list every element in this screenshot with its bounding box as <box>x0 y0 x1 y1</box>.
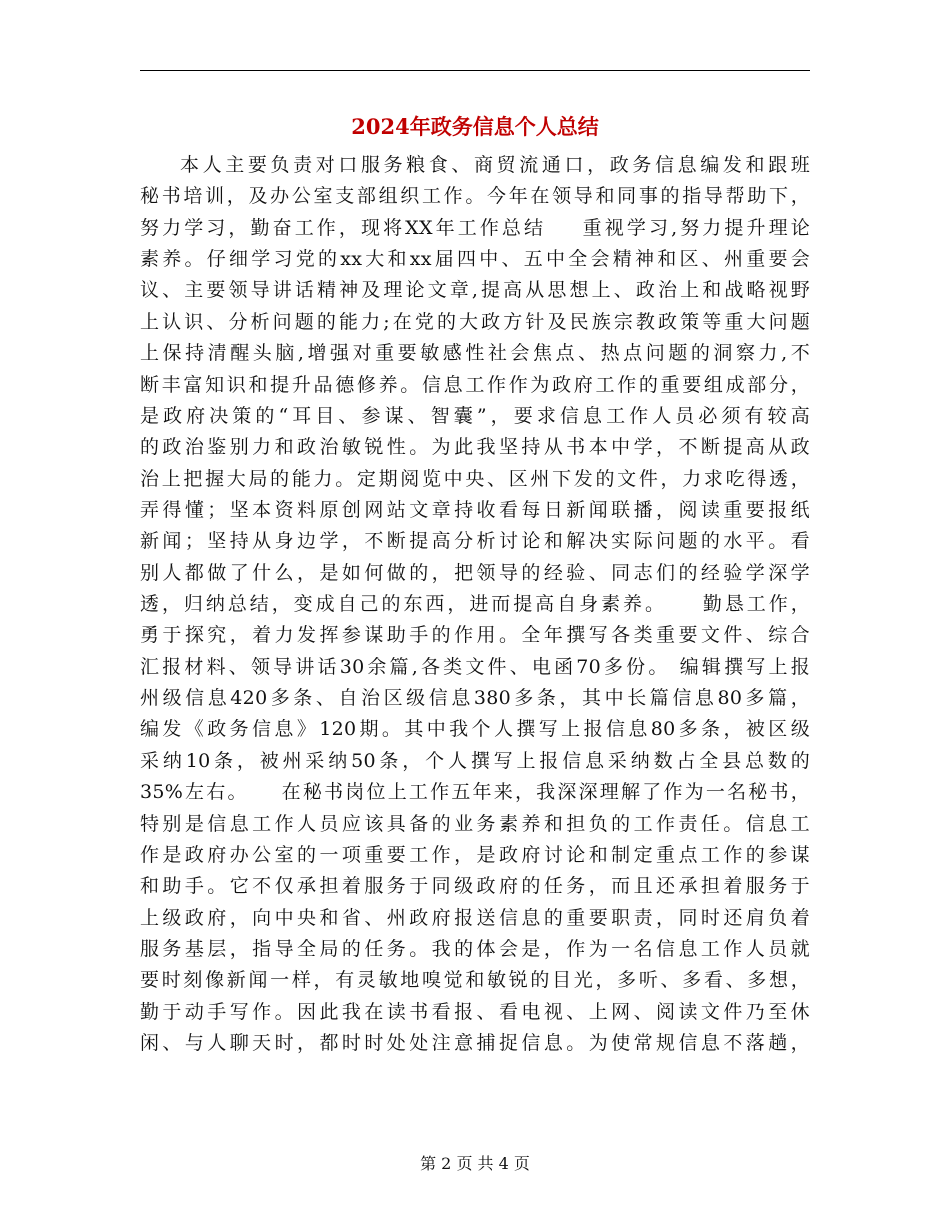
header-rule <box>140 70 810 71</box>
body-line: 州级信息420多条、自治区级信息380多条，其中长篇信息80多篇， <box>140 687 810 710</box>
body-line: 服务基层，指导全局的任务。我的体会是，作为一名信息工作人员就 <box>140 937 810 960</box>
body-line: 作是政府办公室的一项重要工作，是政府讨论和制定重点工作的参谋 <box>140 843 810 866</box>
body-line: 是政府决策的“耳目、参谋、智囊”，要求信息工作人员必须有较高 <box>140 404 810 427</box>
page-number-footer: 第 2 页 共 4 页 <box>420 1154 530 1173</box>
body-line: 秘书培训，及办公室支部组织工作。今年在领导和同事的指导帮助下， <box>140 185 810 208</box>
body-line: 素养。仔细学习党的xx大和xx届四中、五中全会精神和区、州重要会 <box>140 248 810 271</box>
body-line: 汇报材料、领导讲话30余篇,各类文件、电函70多份。 编辑撰写上报 <box>140 655 810 678</box>
body-line: 断丰富知识和提升品德修养。信息工作作为政府工作的重要组成部分， <box>140 373 810 396</box>
body-line: 透，归纳总结，变成自己的东西，进而提高自身素养。 勤恳工作， <box>140 593 810 616</box>
body-line: 努力学习，勤奋工作，现将XX年工作总结 重视学习,努力提升理论 <box>140 216 810 239</box>
body-line: 上级政府，向中央和省、州政府报送信息的重要职责，同时还肩负着 <box>140 906 810 929</box>
body-line: 闲、与人聊天时，都时时处处注意捕捉信息。为使常规信息不落趟， <box>140 1032 810 1055</box>
body-line: 上认识、分析问题的能力;在党的大政方针及民族宗教政策等重大问题 <box>140 310 810 333</box>
body-line: 弄得懂；坚本资料原创网站文章持收看每日新闻联播，阅读重要报纸 <box>140 498 810 521</box>
document-body <box>140 150 810 1059</box>
body-line: 议、主要领导讲话精神及理论文章,提高从思想上、政治上和战略视野 <box>140 279 810 302</box>
body-line: 的政治鉴别力和政治敏锐性。为此我坚持从书本中学，不断提高从政 <box>140 436 810 459</box>
body-line: 上保持清醒头脑,增强对重要敏感性社会焦点、热点问题的洞察力,不 <box>140 342 810 365</box>
body-line: 编发《政务信息》120期。其中我个人撰写上报信息80多条，被区级 <box>140 718 810 741</box>
body-line: 采纳10条，被州采纳50条，个人撰写上报信息采纳数占全县总数的 <box>140 749 810 772</box>
body-line: 新闻；坚持从身边学，不断提高分析讨论和解决实际问题的水平。看 <box>140 530 810 553</box>
body-line: 要时刻像新闻一样，有灵敏地嗅觉和敏锐的目光，多听、多看、多想， <box>140 969 810 992</box>
body-line: 治上把握大局的能力。定期阅览中央、区州下发的文件，力求吃得透， <box>140 467 810 490</box>
body-line: 特别是信息工作人员应该具备的业务素养和担负的工作责任。信息工 <box>140 812 810 835</box>
body-line: 和助手。它不仅承担着服务于同级政府的任务，而且还承担着服务于 <box>140 875 810 898</box>
body-line: 勤于动手写作。因此我在读书看报、看电视、上网、阅读文件乃至休 <box>140 1000 810 1023</box>
body-line: 勇于探究，着力发挥参谋助手的作用。全年撰写各类重要文件、综合 <box>140 624 810 647</box>
body-line: 本人主要负责对口服务粮食、商贸流通口，政务信息编发和跟班 <box>180 154 810 176</box>
document-title: 2024年政务信息个人总结 <box>351 114 599 139</box>
body-line: 别人都做了什么，是如何做的，把领导的经验、同志们的经验学深学 <box>140 561 810 584</box>
body-line: 35%左右。 在秘书岗位上工作五年来，我深深理解了作为一名秘书， <box>140 781 810 804</box>
